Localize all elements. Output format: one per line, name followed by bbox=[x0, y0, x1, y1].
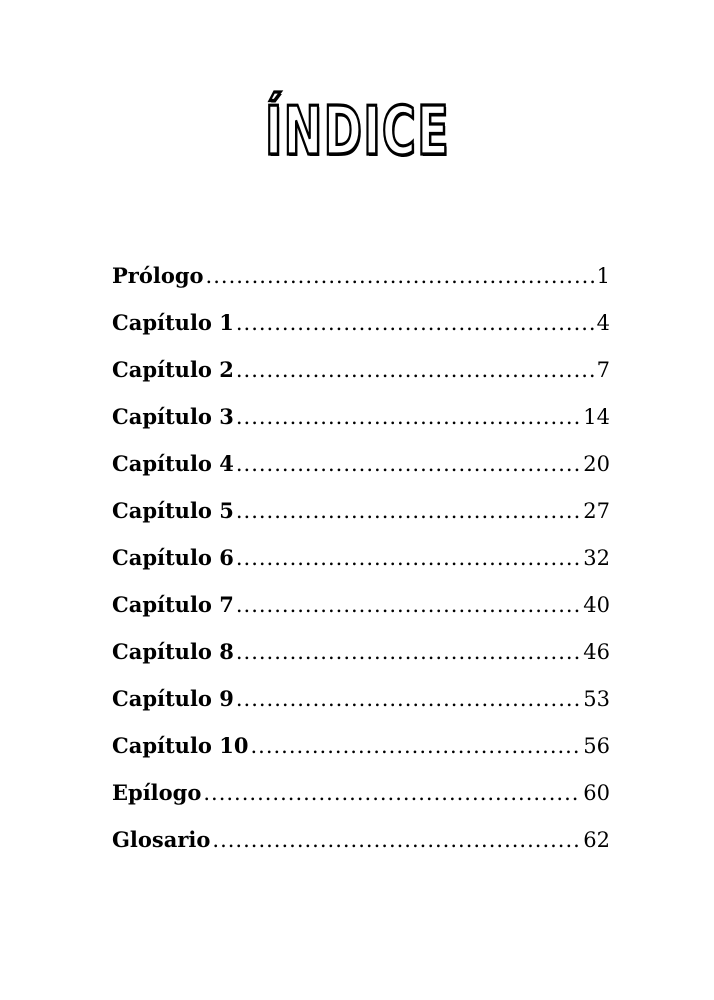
toc-entry-capitulo-3[interactable] bbox=[112, 393, 610, 440]
toc-entry-label: Capítulo 2 bbox=[112, 357, 234, 382]
toc-entry-page-number: 53 bbox=[583, 687, 610, 711]
dot-leader bbox=[236, 582, 581, 629]
toc-entry-page-number: 27 bbox=[583, 499, 610, 523]
dot-leader bbox=[236, 488, 581, 535]
toc-entry-epilogo[interactable] bbox=[112, 769, 610, 816]
toc-entry-page-number: 32 bbox=[583, 546, 610, 570]
toc-entry-label: Capítulo 6 bbox=[112, 545, 234, 570]
toc-entry-capitulo-2[interactable] bbox=[112, 346, 610, 393]
toc-entry-label: Capítulo 7 bbox=[112, 592, 234, 617]
toc-entry-page-number: 14 bbox=[583, 405, 610, 429]
toc-entry-capitulo-8[interactable] bbox=[112, 628, 610, 675]
dot-leader bbox=[236, 441, 581, 488]
toc-entry-page-number: 40 bbox=[583, 593, 610, 617]
toc-entry-capitulo-9[interactable] bbox=[112, 675, 610, 722]
dot-leader bbox=[236, 300, 595, 347]
toc-entry-label: Glosario bbox=[112, 827, 211, 852]
toc-entry-label: Prólogo bbox=[112, 263, 204, 288]
toc-entry-label: Epílogo bbox=[112, 780, 202, 805]
toc-entry-page-number: 46 bbox=[583, 640, 610, 664]
toc-entry-capitulo-10[interactable] bbox=[112, 722, 610, 769]
toc-entry-page-number: 4 bbox=[596, 311, 610, 335]
toc-entry-page-number: 60 bbox=[583, 781, 610, 805]
toc-entry-label: Capítulo 4 bbox=[112, 451, 234, 476]
toc-entry-label: Capítulo 10 bbox=[112, 733, 249, 758]
toc-entry-label: Capítulo 8 bbox=[112, 639, 234, 664]
toc-entry-page-number: 62 bbox=[583, 828, 610, 852]
page-title: ÍNDICE bbox=[264, 93, 450, 171]
dot-leader bbox=[203, 770, 581, 817]
toc-entry-label: Capítulo 5 bbox=[112, 498, 234, 523]
toc-entry-prologo[interactable] bbox=[112, 252, 610, 299]
toc-entry-page-number: 1 bbox=[596, 264, 610, 288]
dot-leader bbox=[236, 394, 581, 441]
toc-entry-glosario[interactable] bbox=[112, 816, 610, 863]
toc-entry-page-number: 56 bbox=[583, 734, 610, 758]
dot-leader bbox=[250, 723, 581, 770]
toc-entry-page-number: 20 bbox=[583, 452, 610, 476]
toc-entry-label: Capítulo 3 bbox=[112, 404, 234, 429]
dot-leader bbox=[236, 347, 595, 394]
dot-leader bbox=[236, 535, 581, 582]
toc-entry-capitulo-4[interactable] bbox=[112, 440, 610, 487]
dot-leader bbox=[206, 253, 595, 300]
toc-entry-label: Capítulo 9 bbox=[112, 686, 234, 711]
dot-leader bbox=[236, 676, 581, 723]
toc-entry-capitulo-7[interactable] bbox=[112, 581, 610, 628]
dot-leader bbox=[212, 817, 581, 864]
toc-entry-capitulo-1[interactable] bbox=[112, 299, 610, 346]
table-of-contents bbox=[112, 252, 610, 863]
title-container bbox=[0, 93, 714, 171]
toc-entry-page-number: 7 bbox=[596, 358, 610, 382]
dot-leader bbox=[236, 629, 581, 676]
toc-entry-label: Capítulo 1 bbox=[112, 310, 234, 335]
toc-entry-capitulo-5[interactable] bbox=[112, 487, 610, 534]
toc-entry-capitulo-6[interactable] bbox=[112, 534, 610, 581]
